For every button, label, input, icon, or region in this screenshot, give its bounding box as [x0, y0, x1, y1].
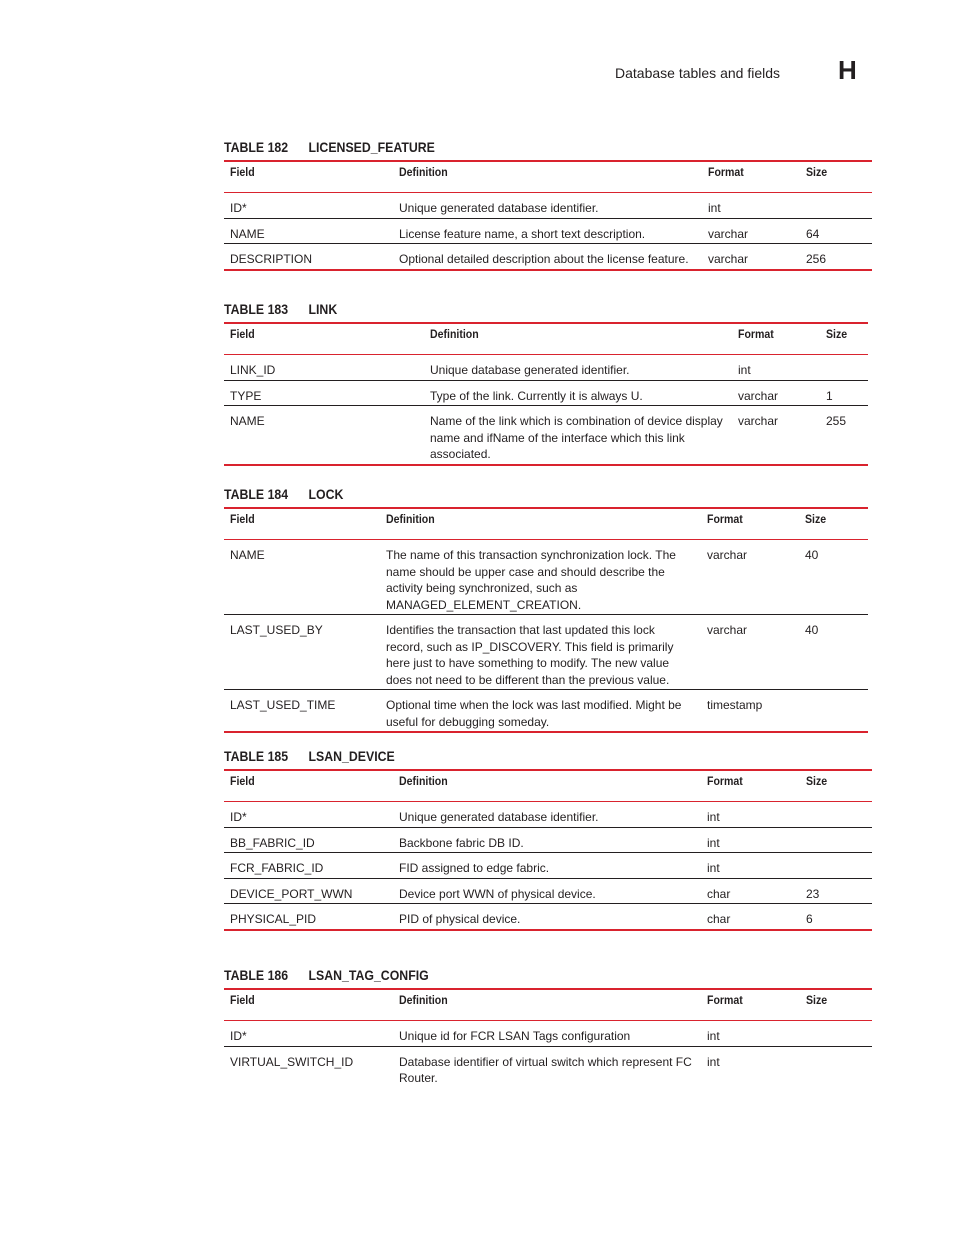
- cell-format: varchar: [701, 615, 799, 690]
- table-caption: [224, 300, 791, 318]
- cell-definition: PID of physical device.: [393, 904, 701, 930]
- cell-definition: Identifies the transaction that last updated this lock record, such as IP_DISCOVERY. This field is primarily here just to have something to modify. The new value does not need to be different than the previous value.: [380, 615, 701, 690]
- cell-field: NAME: [224, 540, 380, 615]
- column-header-label: Definition: [399, 993, 448, 1007]
- column-header-definition: [424, 323, 732, 355]
- column-header-format: [702, 161, 800, 193]
- cell-size: [800, 193, 872, 219]
- table-header-row: [224, 161, 872, 193]
- column-header-format: [732, 323, 820, 355]
- column-header-field: [224, 770, 393, 802]
- column-header-label: Definition: [430, 327, 479, 341]
- cell-size: [820, 355, 868, 381]
- table-caption: [224, 138, 794, 156]
- cell-size: 255: [820, 406, 868, 465]
- column-header-definition: [393, 161, 702, 193]
- table-row: [224, 244, 872, 270]
- cell-field: BB_FABRIC_ID: [224, 827, 393, 853]
- cell-format: varchar: [702, 218, 800, 244]
- cell-definition: Unique generated database identifier.: [393, 193, 702, 219]
- column-header-label: Format: [707, 512, 743, 526]
- column-header-label: Size: [806, 774, 828, 788]
- table-number: TABLE 185: [224, 748, 289, 764]
- column-header-definition: [393, 770, 701, 802]
- cell-size: 6: [800, 904, 872, 930]
- table-caption: [224, 485, 791, 503]
- column-header-label: Size: [806, 993, 828, 1007]
- table-number: TABLE 186: [224, 967, 289, 983]
- cell-size: 64: [800, 218, 872, 244]
- table-row: [224, 1046, 872, 1088]
- cell-definition: Database identifier of virtual switch which represent FC Router.: [399, 1054, 692, 1085]
- column-header-label: Size: [826, 327, 848, 341]
- data-table: [224, 769, 872, 931]
- cell-format: char: [701, 878, 800, 904]
- column-header-definition: [393, 989, 701, 1021]
- cell-field: NAME: [224, 218, 393, 244]
- cell-field: LINK_ID: [224, 355, 424, 381]
- column-header-label: Field: [230, 327, 255, 341]
- column-header-label: Field: [230, 165, 255, 179]
- table-row: [224, 193, 872, 219]
- cell-field: ID*: [224, 1021, 393, 1047]
- table-row: [224, 380, 868, 406]
- cell-size: 256: [800, 244, 872, 270]
- cell-size: [800, 853, 872, 879]
- table-row: [224, 615, 868, 690]
- column-header-label: Format: [707, 774, 743, 788]
- table-row: [224, 1021, 872, 1047]
- column-header-format: [701, 989, 800, 1021]
- cell-field: DESCRIPTION: [224, 244, 393, 270]
- table-caption: [224, 966, 794, 984]
- cell-size: 40: [799, 615, 868, 690]
- column-header-label: Format: [738, 327, 774, 341]
- column-header-format: [701, 770, 800, 802]
- cell-size: [799, 690, 868, 733]
- table-name: LICENSED_FEATURE: [308, 139, 435, 155]
- table-header-row: [224, 323, 868, 355]
- cell-format: int: [702, 193, 800, 219]
- table-name: LSAN_TAG_CONFIG: [308, 967, 429, 983]
- column-header-field: [224, 989, 393, 1021]
- cell-size: 23: [800, 878, 872, 904]
- table-row: [224, 540, 868, 615]
- cell-format: int: [732, 355, 820, 381]
- table-block: [224, 485, 868, 733]
- cell-format: varchar: [701, 540, 799, 615]
- cell-definition: Unique id for FCR LSAN Tags configuration: [393, 1021, 701, 1047]
- table-name: LSAN_DEVICE: [308, 748, 395, 764]
- table-row: [224, 406, 868, 465]
- table-caption: [224, 747, 794, 765]
- cell-field: NAME: [224, 406, 424, 465]
- column-header-label: Definition: [386, 512, 435, 526]
- column-header-label: Definition: [399, 165, 448, 179]
- cell-size: [800, 1021, 872, 1047]
- cell-field: FCR_FABRIC_ID: [224, 853, 393, 879]
- table-block: [224, 747, 872, 931]
- cell-definition: FID assigned to edge fabric.: [393, 853, 701, 879]
- table-number: TABLE 184: [224, 486, 289, 502]
- cell-size: [800, 802, 872, 828]
- cell-definition: Device port WWN of physical device.: [393, 878, 701, 904]
- column-header-definition: [380, 508, 701, 540]
- table-row: [224, 802, 872, 828]
- column-header-label: Field: [230, 993, 255, 1007]
- column-header-label: Field: [230, 512, 255, 526]
- data-table: [224, 988, 872, 1088]
- column-header-size: [800, 770, 872, 802]
- cell-format: varchar: [732, 380, 820, 406]
- table-row: [224, 827, 872, 853]
- cell-field: DEVICE_PORT_WWN: [224, 878, 393, 904]
- cell-definition: Optional time when the lock was last modified. Might be useful for debugging someday.: [380, 690, 701, 733]
- column-header-field: [224, 323, 424, 355]
- table-row: [224, 218, 872, 244]
- cell-format: char: [701, 904, 800, 930]
- cell-field: TYPE: [224, 380, 424, 406]
- table-block: [224, 138, 872, 271]
- cell-size: [800, 1046, 872, 1088]
- cell-field: LAST_USED_TIME: [224, 690, 380, 733]
- cell-format: int: [701, 1021, 800, 1047]
- cell-size: 1: [820, 380, 868, 406]
- cell-format: int: [707, 1054, 720, 1069]
- cell-field: LAST_USED_BY: [224, 615, 380, 690]
- column-header-size: [799, 508, 868, 540]
- cell-definition: Unique generated database identifier.: [393, 802, 701, 828]
- cell-definition: Type of the link. Currently it is always U.: [424, 380, 732, 406]
- cell-definition: Backbone fabric DB ID.: [393, 827, 701, 853]
- table-header-row: [224, 989, 872, 1021]
- column-header-size: [820, 323, 868, 355]
- cell-definition: Name of the link which is combination of device display name and ifName of the interface which this link associated.: [424, 406, 732, 465]
- table-number: TABLE 183: [224, 301, 289, 317]
- cell-definition: The name of this transaction synchronization lock. The name should be upper case and should describe the activity being synchronized, such as MANAGED_ELEMENT_CREATION.: [380, 540, 701, 615]
- cell-format: timestamp: [701, 690, 799, 733]
- column-header-size: [800, 989, 872, 1021]
- cell-format: varchar: [732, 406, 820, 465]
- column-header-field: [224, 508, 380, 540]
- table-header-row: [224, 770, 872, 802]
- table-row: [224, 904, 872, 930]
- table-block: [224, 300, 868, 466]
- cell-size: [800, 827, 872, 853]
- column-header-field: [224, 161, 393, 193]
- column-header-size: [800, 161, 872, 193]
- column-header-label: Size: [805, 512, 827, 526]
- data-table: [224, 160, 872, 271]
- cell-format: varchar: [702, 244, 800, 270]
- column-header-label: Size: [806, 165, 828, 179]
- cell-format: int: [701, 827, 800, 853]
- table-row: [224, 878, 872, 904]
- cell-definition: License feature name, a short text description.: [393, 218, 702, 244]
- appendix-letter: H: [838, 55, 857, 85]
- column-header-label: Format: [707, 993, 743, 1007]
- table-name: LOCK: [308, 486, 344, 502]
- cell-format: int: [701, 853, 800, 879]
- table-row: [224, 355, 868, 381]
- table-block: [224, 966, 872, 1088]
- cell-definition: Unique database generated identifier.: [424, 355, 732, 381]
- running-header-title: Database tables and fields: [615, 65, 780, 81]
- cell-size: 40: [799, 540, 868, 615]
- data-table: [224, 322, 868, 466]
- cell-field: PHYSICAL_PID: [224, 904, 393, 930]
- data-table: [224, 507, 868, 733]
- table-header-row: [224, 508, 868, 540]
- table-name: LINK: [308, 301, 338, 317]
- column-header-label: Format: [708, 165, 744, 179]
- cell-format: int: [701, 802, 800, 828]
- cell-field: ID*: [224, 802, 393, 828]
- table-row: [224, 690, 868, 733]
- column-header-format: [701, 508, 799, 540]
- column-header-label: Field: [230, 774, 255, 788]
- cell-field: ID*: [224, 193, 393, 219]
- column-header-label: Definition: [399, 774, 448, 788]
- table-row: [224, 853, 872, 879]
- table-number: TABLE 182: [224, 139, 289, 155]
- cell-definition: Optional detailed description about the license feature.: [393, 244, 702, 270]
- cell-field: VIRTUAL_SWITCH_ID: [230, 1054, 354, 1069]
